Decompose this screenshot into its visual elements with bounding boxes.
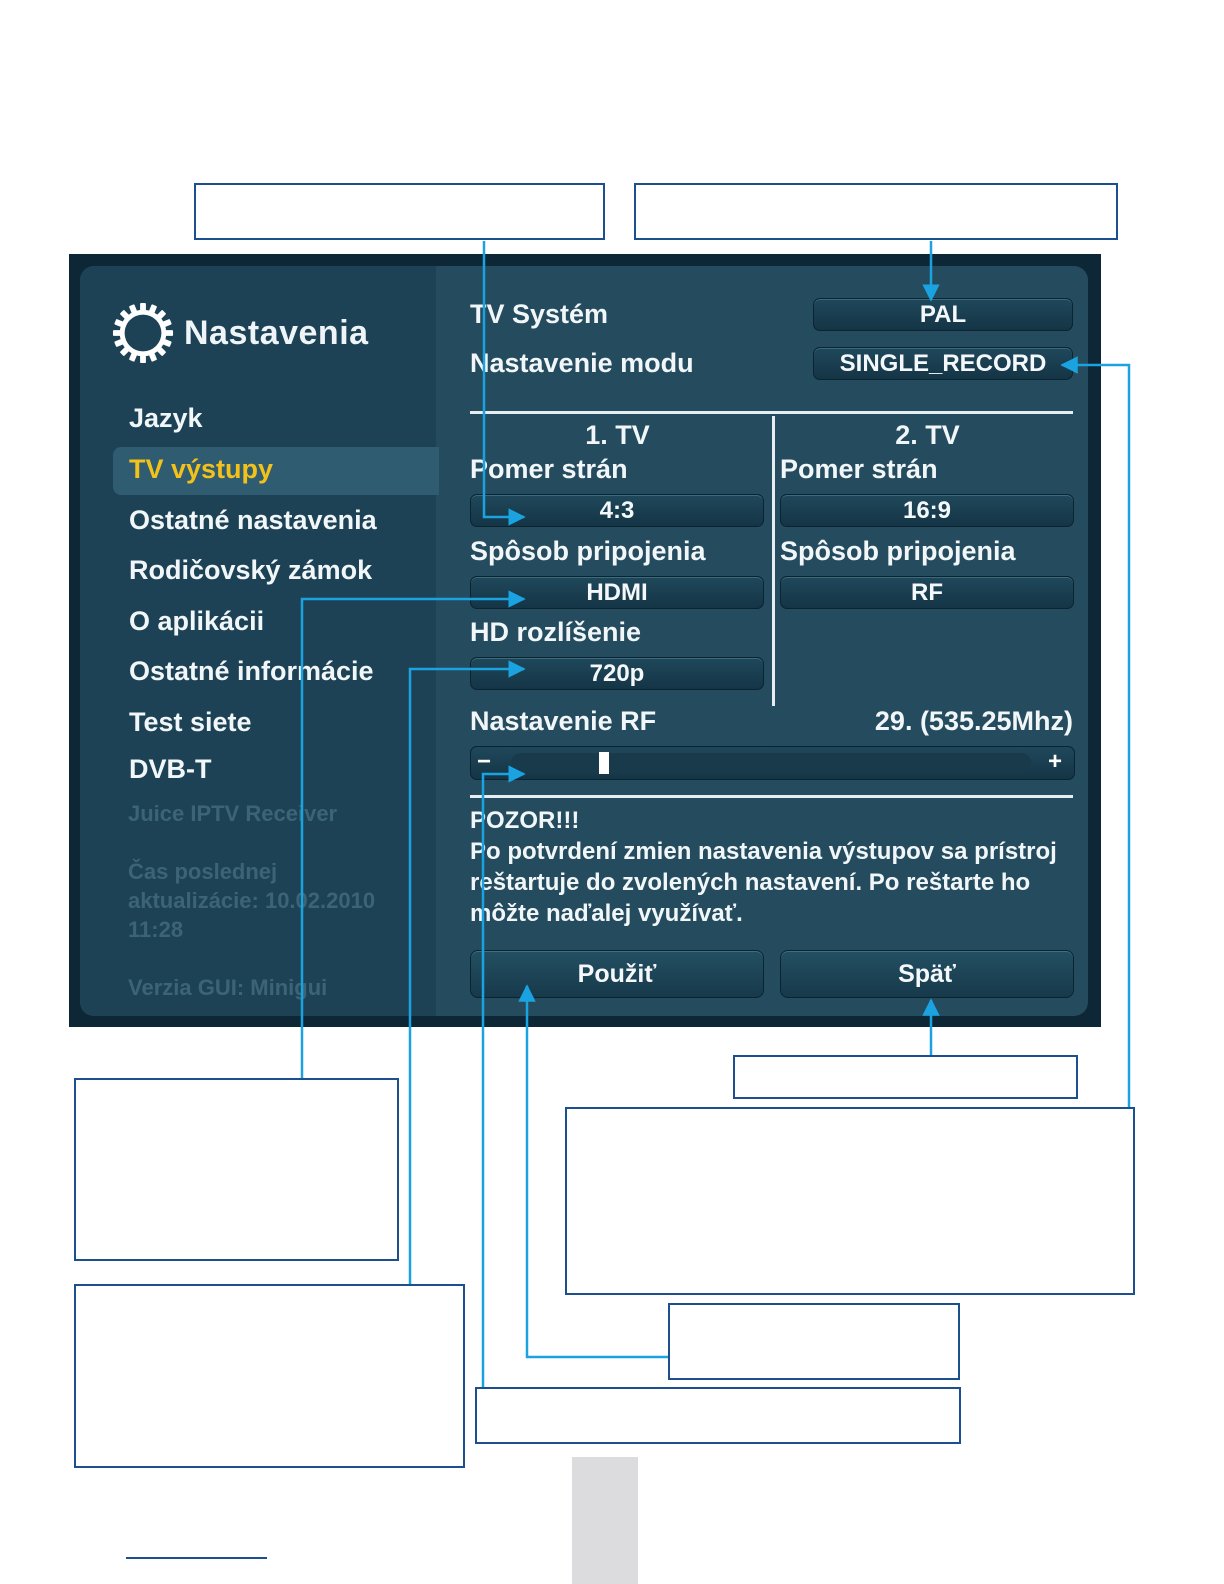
gui-version: Verzia GUI: Minigui [128, 975, 328, 1000]
connector-rf [483, 774, 524, 1387]
tv2-connection-label: Spôsob pripojenia [780, 536, 1016, 566]
page-number-tab [572, 1457, 638, 1584]
last-update-label: Čas poslednej [128, 859, 278, 884]
last-update-time: 11:28 [128, 917, 184, 942]
tv1-connection-label: Spôsob pripojenia [470, 536, 706, 566]
tv1-connection-select[interactable]: HDMI [470, 576, 764, 609]
rf-label: Nastavenie RF [470, 706, 657, 736]
tv-system-select[interactable]: PAL [813, 298, 1073, 331]
tv1-hd-label: HD rozlíšenie [470, 617, 642, 647]
connector-hd [410, 669, 524, 1284]
tv2-aspect-select[interactable]: 16:9 [780, 494, 1074, 527]
tv-system-label: TV Systém [470, 299, 609, 329]
sidebar-item-tv-vystupy[interactable]: TV výstupy [129, 454, 274, 484]
mode-label: Nastavenie modu [470, 348, 694, 378]
connector-mode [1062, 365, 1129, 1107]
rf-value: 29. (535.25Mhz) [874, 706, 1073, 736]
sidebar-item-jazyk[interactable]: Jazyk [129, 403, 203, 433]
tv2-connection-select[interactable]: RF [780, 576, 1074, 609]
footer-line [126, 1557, 267, 1559]
rf-plus-button[interactable]: + [1047, 748, 1062, 775]
connector-apply [527, 986, 668, 1357]
sidebar-item-ostatne-informacie[interactable]: Ostatné informácie [129, 656, 374, 686]
sidebar-item-rodicovsky-zamok[interactable]: Rodičovský zámok [129, 555, 373, 585]
device-name: Juice IPTV Receiver [128, 801, 338, 826]
rf-minus-button[interactable]: − [477, 748, 492, 775]
last-update-date: aktualizácie: 10.02.2010 [128, 888, 376, 913]
apply-button[interactable]: Použiť [470, 950, 764, 998]
tv1-aspect-select[interactable]: 4:3 [470, 494, 764, 527]
tv1-heading: 1. TV [585, 420, 650, 450]
warning-title: POZOR!!! [470, 807, 580, 834]
mode-select[interactable]: SINGLE_RECORD [813, 347, 1073, 380]
sidebar-item-o-aplikacii[interactable]: O aplikácii [129, 606, 265, 636]
tv1-aspect-label: Pomer strán [470, 454, 628, 484]
tv2-heading: 2. TV [895, 420, 960, 450]
warning-text: Po potvrdení zmien nastavenia výstupov sa prístroj reštartuje do zvolených nastavení. Po reštarte ho môžte naďalej využívať. [470, 838, 1057, 927]
connector-aspect [484, 241, 524, 517]
tv2-aspect-label: Pomer strán [780, 454, 938, 484]
sidebar-item-test-siete[interactable]: Test siete [129, 707, 252, 737]
sidebar-item-ostatne-nastavenia[interactable]: Ostatné nastavenia [129, 505, 377, 535]
tv1-hd-select[interactable]: 720p [470, 657, 764, 690]
connector-connection [302, 599, 524, 1078]
page-title: Nastavenia [184, 313, 369, 352]
sidebar-item-dvb-t[interactable]: DVB-T [129, 754, 212, 784]
back-button[interactable]: Späť [780, 950, 1074, 998]
